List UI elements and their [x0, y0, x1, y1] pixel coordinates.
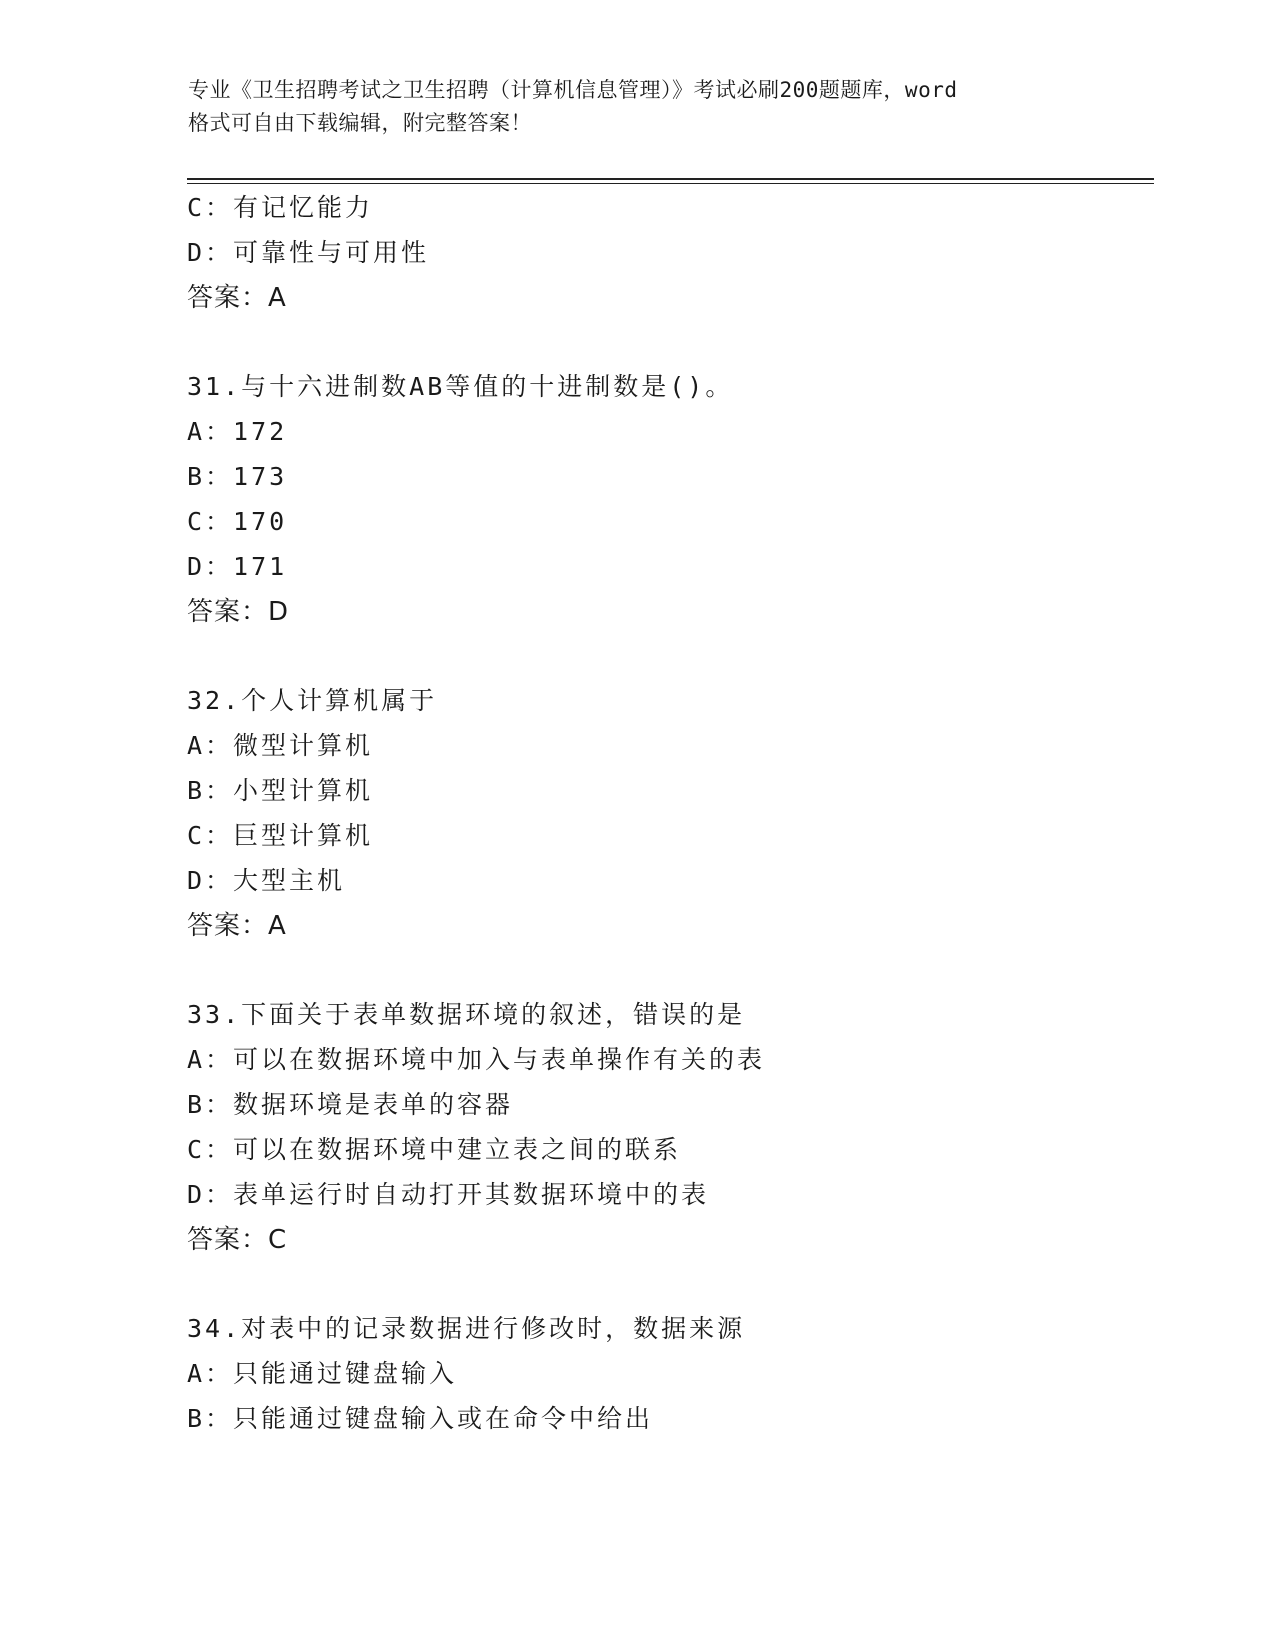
option-d: D：大型主机 [187, 866, 346, 895]
answer-line: 答案：A [187, 911, 287, 941]
option-a: A：172 [187, 417, 288, 446]
answer-line: 答案：C [187, 1225, 288, 1255]
option-c: C：巨型计算机 [187, 821, 374, 850]
question-stem: 31.与十六进制数AB等值的十进制数是()。 [187, 372, 734, 401]
option-a: A：微型计算机 [187, 731, 374, 760]
option-b: B：数据环境是表单的容器 [187, 1090, 514, 1119]
header-title-line-2: 格式可自由下载编辑，附完整答案！ [188, 111, 532, 135]
document-header [188, 74, 1088, 140]
question-stem: 34.对表中的记录数据进行修改时，数据来源 [187, 1314, 746, 1343]
answer-line: 答案：A [187, 283, 287, 313]
header-title-line-1: 专业《卫生招聘考试之卫生招聘（计算机信息管理）》考试必刷200题题库，word [188, 78, 958, 102]
header-divider-thick [187, 178, 1154, 180]
option-c: C：170 [187, 507, 288, 536]
option-c: C：可以在数据环境中建立表之间的联系 [187, 1135, 682, 1164]
option-d: D：171 [187, 552, 288, 581]
option-a: A：只能通过键盘输入 [187, 1359, 458, 1388]
option-b: B：只能通过键盘输入或在命令中给出 [187, 1404, 654, 1433]
option-d: D：表单运行时自动打开其数据环境中的表 [187, 1180, 710, 1209]
option-d: D：可靠性与可用性 [187, 238, 430, 267]
answer-line: 答案：D [187, 597, 290, 627]
option-b: B：小型计算机 [187, 776, 374, 805]
header-divider-thin [187, 183, 1154, 184]
option-a: A：可以在数据环境中加入与表单操作有关的表 [187, 1045, 766, 1074]
option-b: B：173 [187, 462, 288, 491]
option-c: C：有记忆能力 [187, 193, 374, 222]
question-stem: 32.个人计算机属于 [187, 686, 438, 715]
question-stem: 33.下面关于表单数据环境的叙述，错误的是 [187, 1000, 746, 1029]
